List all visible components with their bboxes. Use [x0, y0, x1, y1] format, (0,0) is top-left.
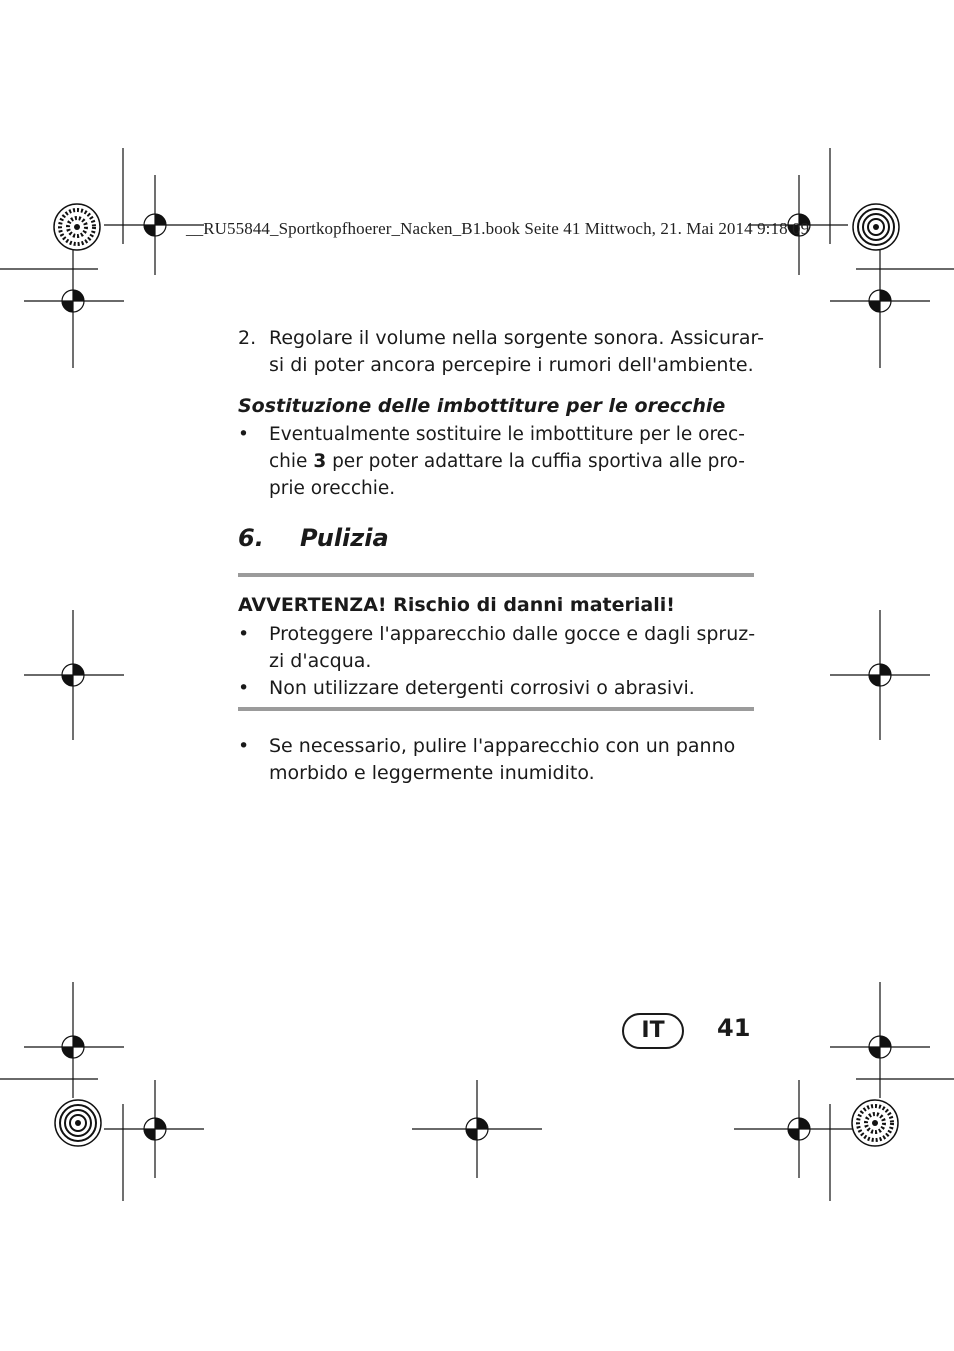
language-badge: IT: [622, 1013, 684, 1049]
warning-line: Non utilizzare detergenti corrosivi o abrasivi.: [269, 677, 695, 699]
cleaning-item: [238, 733, 756, 787]
bullet: •: [238, 424, 249, 445]
bullet: •: [238, 623, 250, 645]
warning-title: AVVERTENZA! Rischio di danni materiali!: [238, 594, 675, 616]
step-line: Regolare il volume nella sorgente sonora. Assicurar-: [269, 327, 764, 349]
part-reference: 3: [313, 451, 327, 472]
star-target-bottom-left: [55, 1100, 101, 1146]
section-heading: [238, 525, 389, 552]
page-number: 41: [717, 1014, 751, 1042]
step-number: 2.: [238, 327, 257, 349]
section-title: Pulizia: [300, 524, 389, 552]
cleaning-line: morbido e leggermente inumidito.: [269, 762, 595, 784]
section-number: 6.: [238, 524, 264, 552]
warning-item: [238, 621, 756, 675]
warning-top-rule: [238, 573, 754, 577]
print-file-stamp: __RU55844_Sportkopfhoerer_Nacken_B1.book Seite 41 Mittwoch, 21. Mai 2014 9:18 09: [186, 219, 810, 238]
warning-item: [238, 675, 756, 702]
registration-mark-left-1: [24, 250, 124, 368]
warning-line: zi d'acqua.: [269, 650, 372, 672]
star-target-bottom-right: [852, 1100, 898, 1146]
pads-line-1: Eventualmente sostituire le imbottiture per le orec-: [269, 424, 745, 445]
list-item-pads: [238, 421, 756, 502]
subheading-pads: Sostituzione delle imbottiture per le orecchie: [238, 395, 726, 417]
pads-line-2: chie 3 per poter adattare la cuffia sportiva alle pro-: [269, 451, 745, 472]
star-target-top-left: [54, 204, 100, 250]
bullet: •: [238, 735, 250, 757]
cleaning-line: Se necessario, pulire l'apparecchio con un panno: [269, 735, 736, 757]
step-line: si di poter ancora percepire i rumori dell'ambiente.: [269, 354, 754, 376]
bullet: •: [238, 677, 250, 699]
warning-bottom-rule: [238, 707, 754, 711]
warning-line: Proteggere l'apparecchio dalle gocce e dagli spruz-: [269, 623, 756, 645]
step-item: [238, 325, 764, 379]
pads-line-3: prie orecchie.: [269, 478, 396, 499]
